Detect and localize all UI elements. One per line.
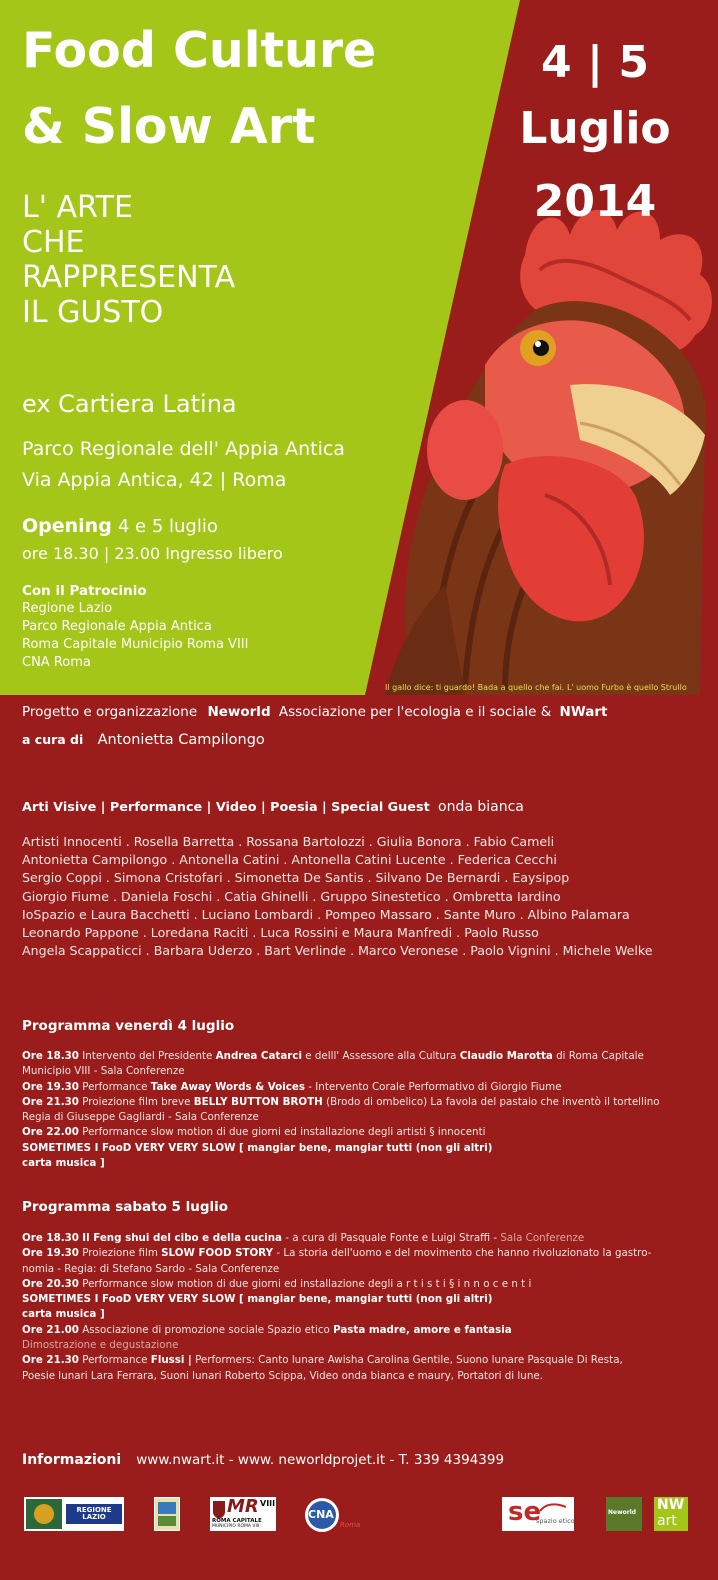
subtitle-line: CHE (22, 225, 85, 260)
cna-text: CNA (308, 1508, 334, 1521)
artists-line: Artisti Innocenti . Rosella Barretta . Rossana Bartolozzi . Giulia Bonora . Fabio Cameli (22, 834, 555, 849)
program-line: SOMETIMES I FooD VERY VERY SLOW [ mangiar bene, mangiar tutti (non gli altri) (22, 1293, 493, 1306)
program-line: Ore 22.00 Performance slow motion di due giorni ed installazione degli artisti § innocenti (22, 1126, 486, 1139)
program-line: Ore 21.30 Performance Flussi | Performers: Canto lunare Awisha Carolina Gentile, Suono lunare Pasquale Di Resta, (22, 1354, 623, 1367)
artists-line: Antonietta Campilongo . Antonella Catini . Antonella Catini Lucente . Federica Cecchi (22, 852, 557, 868)
artists-list (22, 833, 653, 960)
info-line (22, 1449, 504, 1468)
date-year: 2014 (533, 176, 657, 227)
program-line: Municipio VIII - Sala Conferenze (22, 1065, 185, 1078)
program-line: Ore 19.30 Proiezione film SLOW FOOD STORY - La storia dell'uomo e del movimento che hanno rivoluzionato la gastro- (22, 1247, 652, 1260)
program-line: Ore 18.30 Il Feng shui del cibo e della cucina - a cura di Pasquale Fonte e Luigi Straffi - Sala Conferenze (22, 1232, 585, 1244)
program-day1-title: Programma venerdì 4 luglio (22, 1018, 235, 1034)
categories-line (22, 797, 524, 818)
program-line: Ore 18.30 Intervento del Presidente Andrea Catarci e delll' Assessore alla Cultura Claudio Marotta di Roma Capitale (22, 1050, 644, 1062)
program-line: SOMETIMES I FooD VERY VERY SLOW [ mangiar bene, mangiar tutti (non gli altri) (22, 1141, 493, 1154)
patronage-item: CNA Roma (22, 655, 91, 670)
org-nwart: NWart (559, 704, 608, 720)
subtitle-line: IL GUSTO (22, 295, 164, 330)
artists-line: IoSpazio e Laura Bacchetti . Luciano Lombardi . Pompeo Massaro . Sante Muro . Albino Palamara (22, 906, 630, 922)
program-line: Ore 20.30 Performance slow motion di due giorni ed installazione degli a r t i s t i § i n n o c e n t i (22, 1277, 532, 1290)
venue-address-1: Parco Regionale dell' Appia Antica (22, 438, 345, 460)
artists-line: Leonardo Pappone . Loredana Raciti . Luca Rossini e Maura Manfredi . Paolo Russo (22, 925, 539, 941)
program-day2-title: Programma sabato 5 luglio (22, 1199, 229, 1215)
opening-label: Opening (22, 515, 112, 537)
municipio-number: VIII (260, 1499, 276, 1508)
patronage-item: Regione Lazio (22, 601, 113, 616)
municipio-mr: MR (227, 1496, 259, 1517)
program-line: nomia - Regia: di Stefano Sardo - Sala Conferenze (22, 1262, 280, 1275)
poster-top (0, 0, 718, 695)
nwart-art: art (657, 1513, 677, 1529)
program-line: carta musica ] (22, 1308, 105, 1321)
patronage-item: Roma Capitale Municipio Roma VIII (22, 637, 249, 652)
venue-name: ex Cartiera Latina (22, 390, 237, 418)
program-line: carta musica ] (22, 1157, 105, 1170)
municipio-text-2: MUNICIPIO ROMA VIII (212, 1524, 260, 1529)
special-guest: onda bianca (438, 799, 524, 815)
venue-address-2: Via Appia Antica, 42 | Roma (22, 469, 287, 491)
neworld-logo (606, 1497, 642, 1531)
curator-label: a cura di (22, 732, 84, 747)
patronage-item: Parco Regionale Appia Antica (22, 619, 212, 634)
cna-roma-logo (304, 1497, 364, 1533)
regione-lazio-logo (24, 1497, 124, 1531)
artists-line: Angela Scappaticci . Barbara Uderzo . Bart Verlinde . Marco Veronese . Paolo Vignini . Michele Welke (22, 943, 653, 959)
spazio-etico-mark: se (508, 1497, 542, 1527)
organization-line (22, 702, 607, 722)
artists-line: Giorgio Fiume . Daniela Foschi . Catia Ghinelli . Gruppo Sinestetico . Ombretta Iardino (22, 888, 561, 904)
parco-appia-logo (154, 1497, 180, 1531)
date-days: 4 | 5 (541, 37, 649, 88)
municipio-viii-logo (210, 1497, 276, 1531)
patronage-title: Con il Patrocinio (22, 583, 147, 599)
neworld-text: Neworld (608, 1509, 637, 1516)
program-day2 (22, 1231, 651, 1384)
opening-hours: ore 18.30 | 23.00 Ingresso libero (22, 544, 283, 563)
org-middle: Associazione per l'ecologia e il sociale & (278, 704, 552, 720)
subtitle (22, 190, 235, 330)
info-label: Informazioni (22, 1452, 122, 1468)
info-contacts[interactable]: www.nwart.it - www. neworldprojet.it - T. 339 4394399 (136, 1452, 505, 1468)
patronage (22, 582, 248, 672)
spazio-etico-text: spazio etico (536, 1517, 575, 1525)
program-line: Ore 21.00 Associazione di promozione sociale Spazio etico Pasta madre, amore e fantasia (22, 1323, 512, 1336)
subtitle-line: RAPPRESENTA (22, 260, 236, 295)
opening-days: 4 e 5 luglio (117, 516, 218, 537)
categories-label: Arti Visive | Performance | Video | Poesia | Special Guest (22, 800, 430, 815)
nwart-nw: NW (657, 1497, 685, 1513)
municipio-text-1: ROMA CAPITALE (212, 1518, 262, 1524)
image-caption: Il gallo dice: ti guardo! Bada a quello che fai. L' uomo Furbo è quello Strullo (385, 683, 687, 692)
program-line: Dimostrazione e degustazione (22, 1339, 179, 1352)
artists-line: Sergio Coppi . Simona Cristofari . Simonetta De Santis . Silvano De Bernardi . Eaysipop (22, 870, 570, 886)
title-line-1: Food Culture (22, 22, 377, 79)
program-line: Regia di Giuseppe Gagliardi - Sala Conferenze (22, 1111, 259, 1124)
title-line-2: & Slow Art (22, 98, 316, 155)
date-month: Luglio (519, 103, 671, 154)
subtitle-line: L' ARTE (22, 190, 133, 225)
spazio-etico-logo (502, 1497, 574, 1531)
curator-line (22, 730, 265, 750)
opening-line (22, 515, 218, 537)
rooster-image (355, 195, 718, 695)
cna-city: Roma (340, 1521, 361, 1529)
program-line: Ore 19.30 Performance Take Away Words & Voices - Intervento Corale Performativo di Giorgio Fiume (22, 1080, 562, 1093)
regione-lazio-text: REGIONE LAZIO (76, 1506, 112, 1521)
program-day1 (22, 1049, 660, 1171)
program-line: Ore 21.30 Proiezione film breve BELLY BUTTON BROTH (Brodo di ombelico) La favola del pastaio che inventò il tortellino (22, 1095, 660, 1108)
nwart-logo (654, 1497, 688, 1531)
curator-name: Antonietta Campilongo (97, 732, 265, 748)
org-neworld: Neworld (207, 704, 271, 720)
program-line: Poesie lunari Lara Ferrara, Suoni lunari Roberto Scippa, Video onda bianca e maury, Portatori di lune. (22, 1369, 543, 1382)
org-prefix: Progetto e organizzazione (22, 704, 198, 720)
